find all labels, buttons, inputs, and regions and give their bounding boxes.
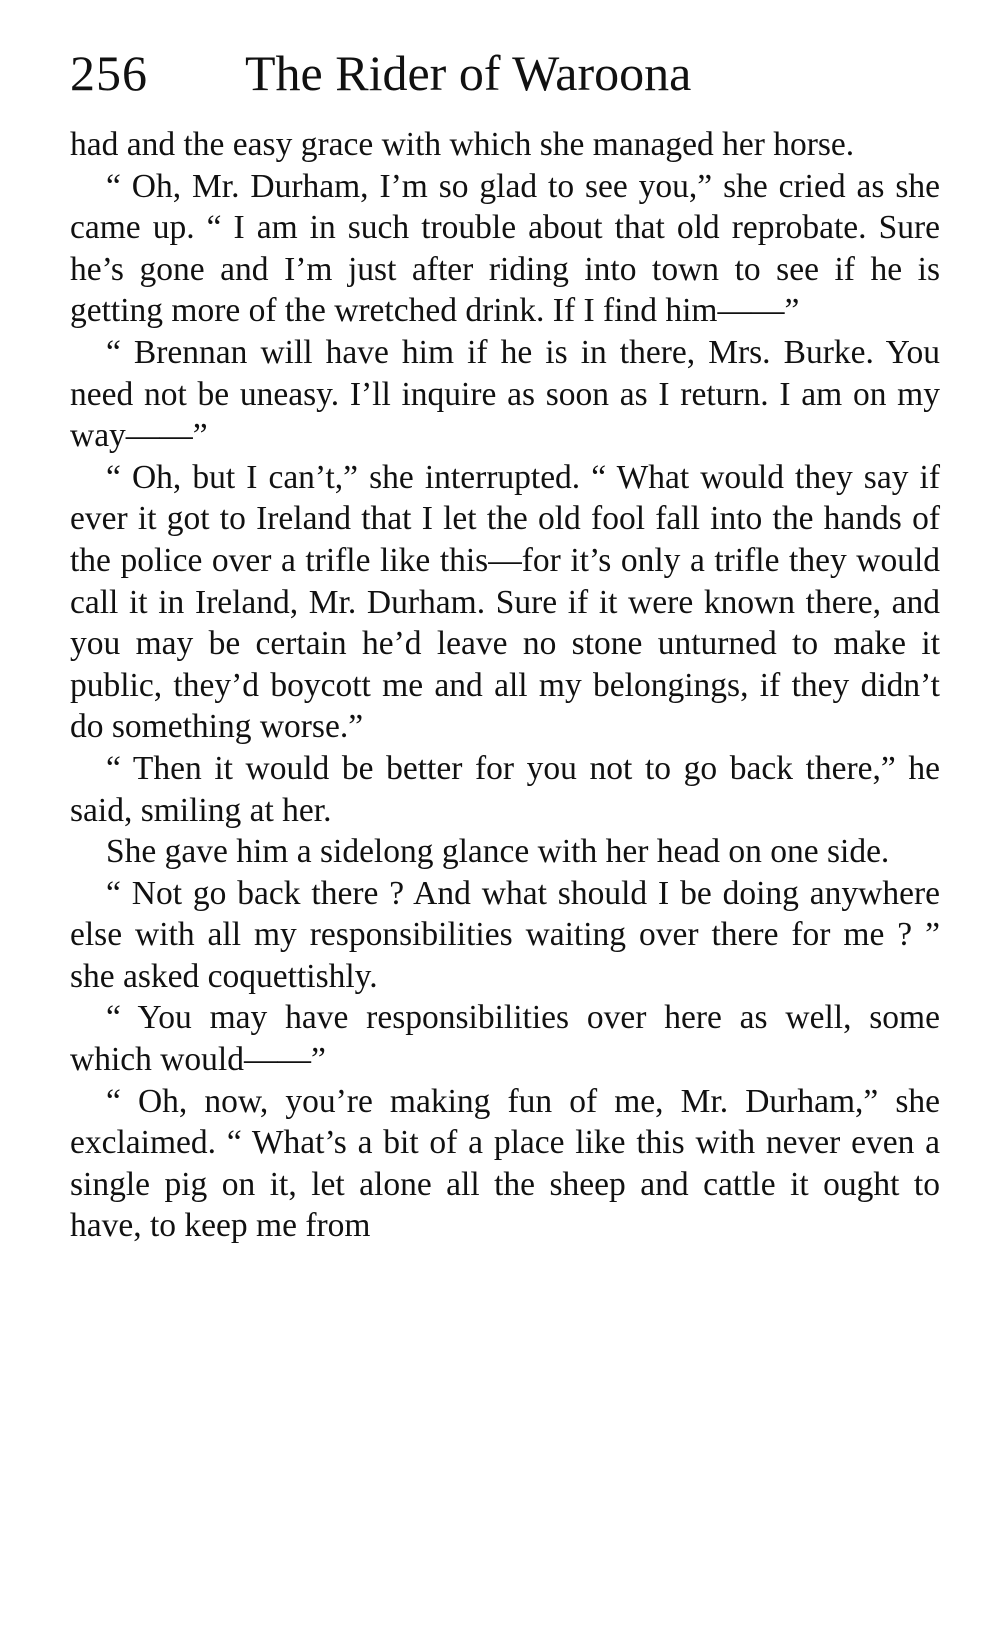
book-title: The Rider of Waroona — [245, 45, 692, 101]
paragraph-9: “ Oh, now, you’re making fun of me, Mr. Durham,” she exclaimed. “ What’s a bit of a place like this with never even a single pig on it, let alone all the sheep and cattle it ought to have, to keep me from — [70, 1082, 940, 1245]
page-number: 256 — [70, 45, 148, 101]
paragraph-3: “ Brennan will have him if he is in there, Mrs. Burke. You need not be uneasy. I’ll inquire as soon as I return. I am on my way——” — [70, 333, 940, 455]
paragraph-5: “ Then it would be better for you not to go back there,” he said, smiling at her. — [70, 749, 940, 829]
paragraph-1: had and the easy grace with which she managed her horse. — [70, 126, 855, 163]
paragraph-8: “ You may have responsibilities over here as well, some which would——” — [70, 999, 940, 1079]
paragraph-7: “ Not go back there ? And what should I be doing anywhere else with all my responsibilities waiting over there for me ? ” she asked coquettishly. — [70, 874, 940, 995]
book-page — [70, 38, 940, 1247]
paragraph-6: She gave him a sidelong glance with her head on one side. — [106, 833, 890, 871]
body-text — [70, 124, 940, 1247]
paragraph-4: “ Oh, but I can’t,” she interrupted. “ What would they say if ever it got to Ireland that I let the old fool fall into the hands of the police over a trifle like this—for it’s only a trifle they would call it in Ireland, Mr. Durham. Sure if it were known there, and you may be certain he’d leave no stone unturned to make it public, they’d boycott me and all my belongings, if they didn’t do something worse.” — [70, 458, 940, 746]
paragraph-2: “ Oh, Mr. Durham, I’m so glad to see you,” she cried as she came up. “ I am in such trouble about that old reprobate. Sure he’s gone and I’m just after riding into town to see if he is getting more of the wretched drink. If I find him——” — [70, 167, 940, 330]
running-head — [70, 38, 940, 108]
